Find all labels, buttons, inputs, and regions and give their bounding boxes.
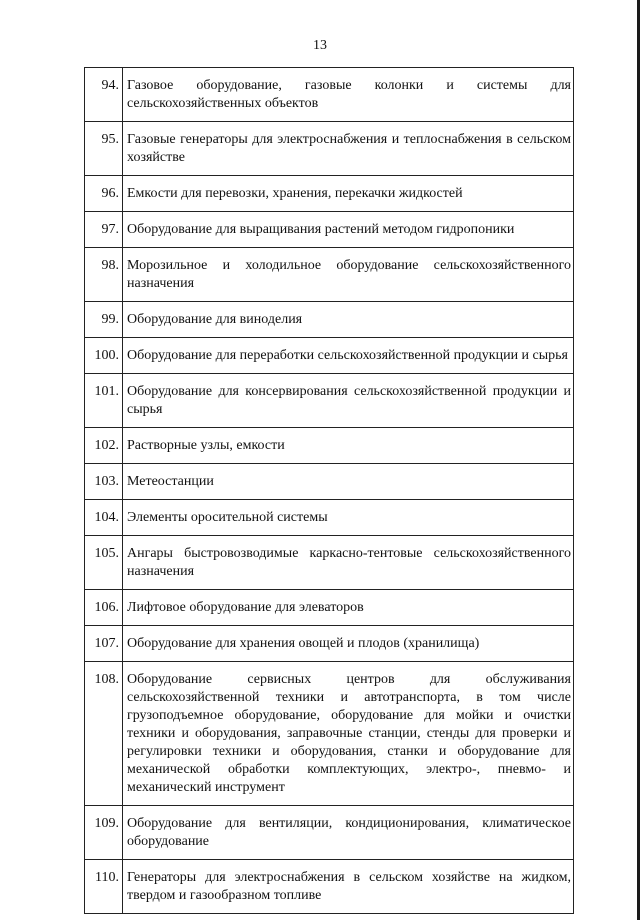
table-row (85, 338, 574, 374)
row-number: 109. (85, 806, 123, 860)
row-number: 101. (85, 374, 123, 428)
row-description: Морозильное и холодильное оборудование сельскохозяйственного назначения (123, 248, 574, 302)
row-description: Метеостанции (123, 464, 574, 500)
table-row (85, 464, 574, 500)
row-description: Оборудование для выращивания растений методом гидропоники (123, 212, 574, 248)
table-row (85, 590, 574, 626)
row-description: Растворные узлы, емкости (123, 428, 574, 464)
table-row (85, 212, 574, 248)
row-number: 105. (85, 536, 123, 590)
table-row (85, 176, 574, 212)
row-description: Оборудование для переработки сельскохозяйственной продукции и сырья (123, 338, 574, 374)
row-number: 96. (85, 176, 123, 212)
table-row (85, 122, 574, 176)
row-number: 102. (85, 428, 123, 464)
row-description: Ангары быстровозводимые каркасно-тентовые сельскохозяйственного назначения (123, 536, 574, 590)
table-row (85, 626, 574, 662)
row-number: 98. (85, 248, 123, 302)
page-number: 13 (313, 38, 327, 53)
table-row (85, 662, 574, 806)
table-row (85, 374, 574, 428)
table-row (85, 68, 574, 122)
row-number: 95. (85, 122, 123, 176)
table-row (85, 248, 574, 302)
row-number: 106. (85, 590, 123, 626)
row-description: Оборудование для хранения овощей и плодов (хранилища) (123, 626, 574, 662)
row-description: Емкости для перевозки, хранения, перекачки жидкостей (123, 176, 574, 212)
table-row (85, 302, 574, 338)
row-number: 94. (85, 68, 123, 122)
row-number: 100. (85, 338, 123, 374)
row-description: Оборудование сервисных центров для обслуживания сельскохозяйственной техники и автотранспорта, в том числе грузоподъемное оборудование, оборудование для мойки и очистки техники и оборудования, заправочные станции, стенды для проверки и регулировки техники и оборудования, станки и оборудование для механической обработки комплектующих, электро-, пневмо- и механический инструмент (123, 662, 574, 806)
row-description: Лифтовое оборудование для элеваторов (123, 590, 574, 626)
row-number: 104. (85, 500, 123, 536)
row-description: Газовое оборудование, газовые колонки и системы для сельскохозяйственных объектов (123, 68, 574, 122)
equipment-list-table (84, 67, 574, 914)
row-description: Газовые генераторы для электроснабжения и теплоснабжения в сельском хозяйстве (123, 122, 574, 176)
table-body (85, 68, 574, 914)
table-row (85, 536, 574, 590)
row-number: 107. (85, 626, 123, 662)
row-number: 99. (85, 302, 123, 338)
table-row (85, 428, 574, 464)
row-description: Элементы оросительной системы (123, 500, 574, 536)
table-row (85, 860, 574, 914)
table-row (85, 500, 574, 536)
row-number: 108. (85, 662, 123, 806)
row-description: Оборудование для консервирования сельскохозяйственной продукции и сырья (123, 374, 574, 428)
row-description: Генераторы для электроснабжения в сельском хозяйстве на жидком, твердом и газообразном топливе (123, 860, 574, 914)
row-number: 97. (85, 212, 123, 248)
row-number: 103. (85, 464, 123, 500)
row-description: Оборудование для виноделия (123, 302, 574, 338)
table-row (85, 806, 574, 860)
row-number: 110. (85, 860, 123, 914)
row-description: Оборудование для вентиляции, кондиционирования, климатическое оборудование (123, 806, 574, 860)
